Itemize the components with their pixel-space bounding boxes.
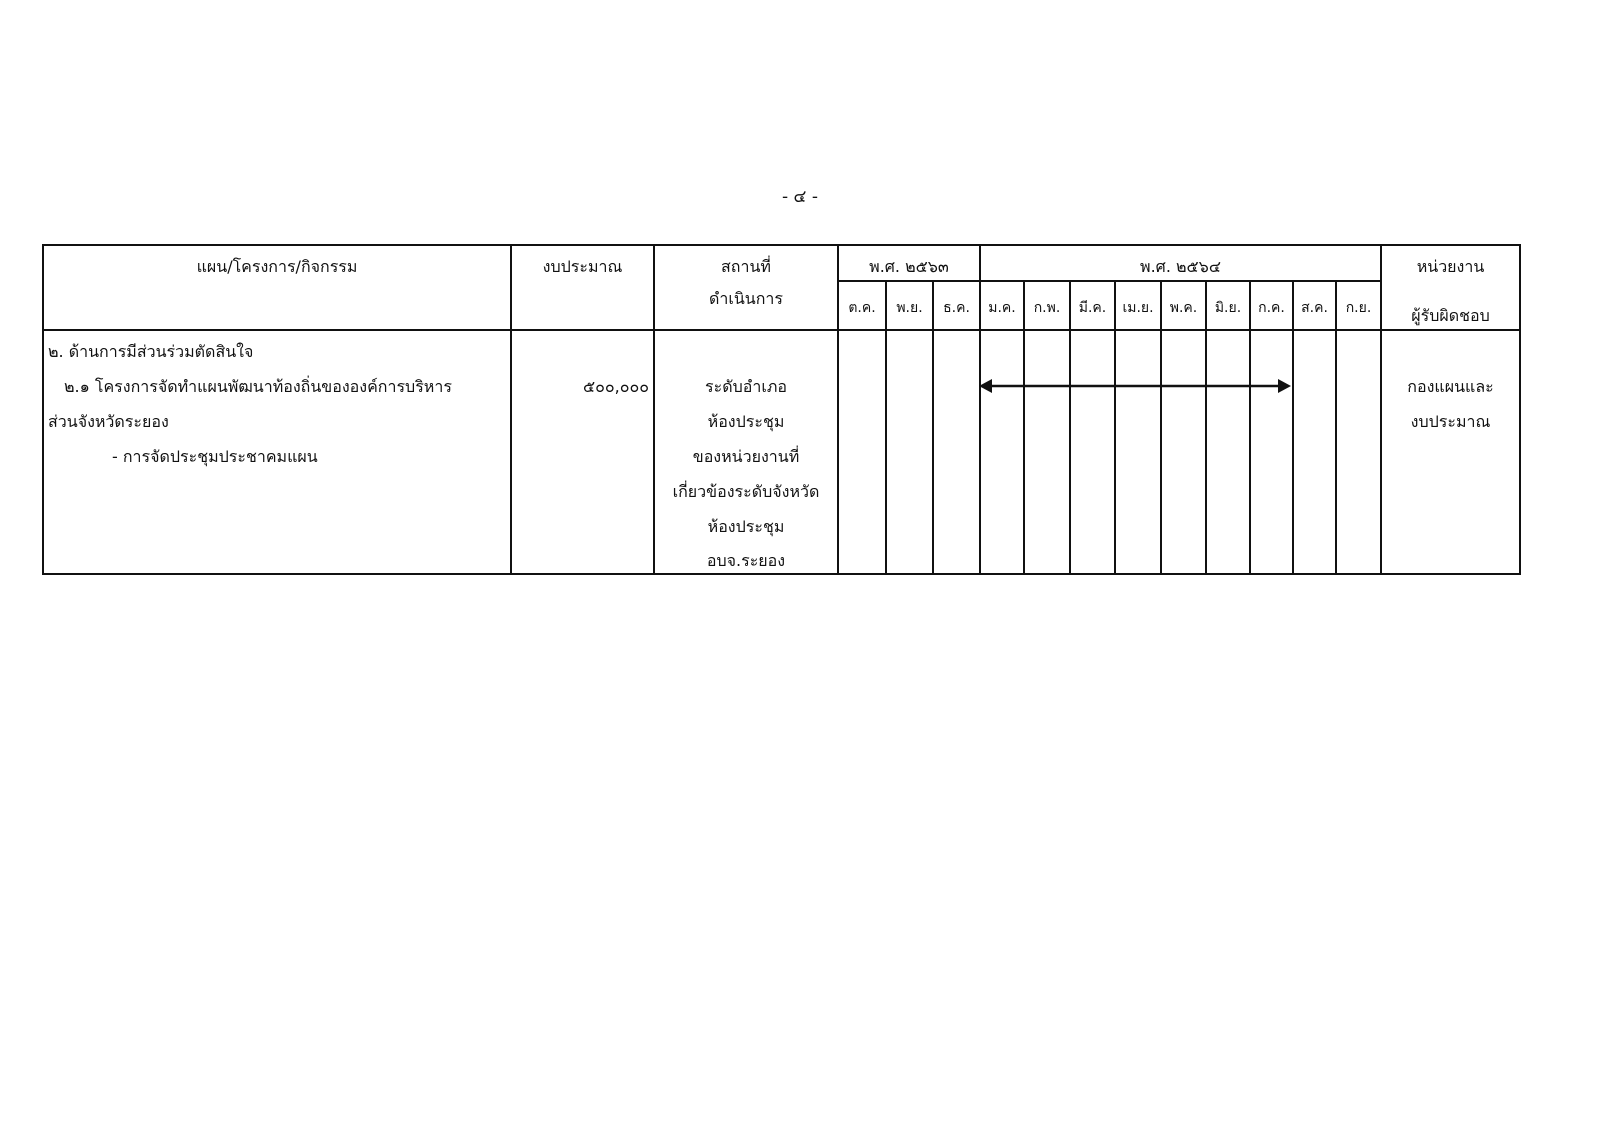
page-number: - ๔ - [782,187,818,207]
col-divider [979,246,981,573]
month-divider [1249,282,1251,573]
schedule-arrow [979,378,1291,394]
month-feb: ก.พ. [1033,300,1061,316]
header-year-2563: พ.ศ. ๒๕๖๓ [869,257,949,276]
plan-project-title-cont: ส่วนจังหวัดระยอง [48,412,169,431]
month-mar: มี.ค. [1078,300,1107,316]
location-line: ห้องประชุม [707,412,785,431]
month-divider [1160,282,1162,573]
schedule-arrow-left-head [979,379,992,393]
header-location-1: สถานที่ [721,257,771,276]
plan-activity: - การจัดประชุมประชาคมแผน [112,447,318,466]
header-bottom-rule [44,329,1519,331]
month-nov: พ.ย. [896,300,923,316]
header-location-2: ดำเนินการ [709,289,783,308]
month-aug: ส.ค. [1301,300,1328,316]
plan-section-title: ๒. ด้านการมีส่วนร่วมตัดสินใจ [48,342,254,361]
month-divider [932,282,934,573]
header-agency-1: หน่วยงาน [1416,257,1485,276]
location-line: ห้องประชุม [707,517,785,536]
month-divider [885,282,887,573]
agency-line: กองแผนและ [1407,377,1494,396]
col-divider [837,246,839,573]
month-divider [1335,282,1337,573]
month-jul: ก.ค. [1258,300,1285,316]
location-line: ระดับอำเภอ [705,377,787,396]
location-line: อบจ.ระยอง [706,551,786,570]
month-sep: ก.ย. [1345,300,1372,316]
col-divider [1380,246,1382,573]
year-row-divider [837,280,1382,282]
month-divider [1023,282,1025,573]
budget-value: ๕๐๐,๐๐๐ [582,377,649,396]
location-line: ของหน่วยงานที่ [692,447,800,466]
location-line: เกี่ยวข้องระดับจังหวัด [672,482,820,501]
month-divider [1205,282,1207,573]
month-divider [1114,282,1116,573]
agency-line: งบประมาณ [1410,412,1491,431]
col-divider [510,246,512,573]
month-may: พ.ค. [1169,300,1198,316]
header-plan: แผน/โครงการ/กิจกรรม [196,257,358,276]
month-divider [1292,282,1294,573]
header-year-2564: พ.ศ. ๒๕๖๔ [1140,257,1221,276]
month-dec: ธ.ค. [943,300,970,316]
month-oct: ต.ค. [848,300,876,316]
month-jun: มิ.ย. [1214,300,1242,316]
month-apr: เม.ย. [1122,300,1154,316]
plan-project-title: ๒.๑ โครงการจัดทำแผนพัฒนาท้องถิ่นขององค์การบริหาร [64,377,452,396]
header-budget: งบประมาณ [542,257,623,276]
schedule-arrow-right-head [1278,379,1291,393]
header-agency-2: ผู้รับผิดชอบ [1411,306,1490,325]
month-divider [1069,282,1071,573]
month-jan: ม.ค. [988,300,1016,316]
schedule-table [42,244,1521,575]
